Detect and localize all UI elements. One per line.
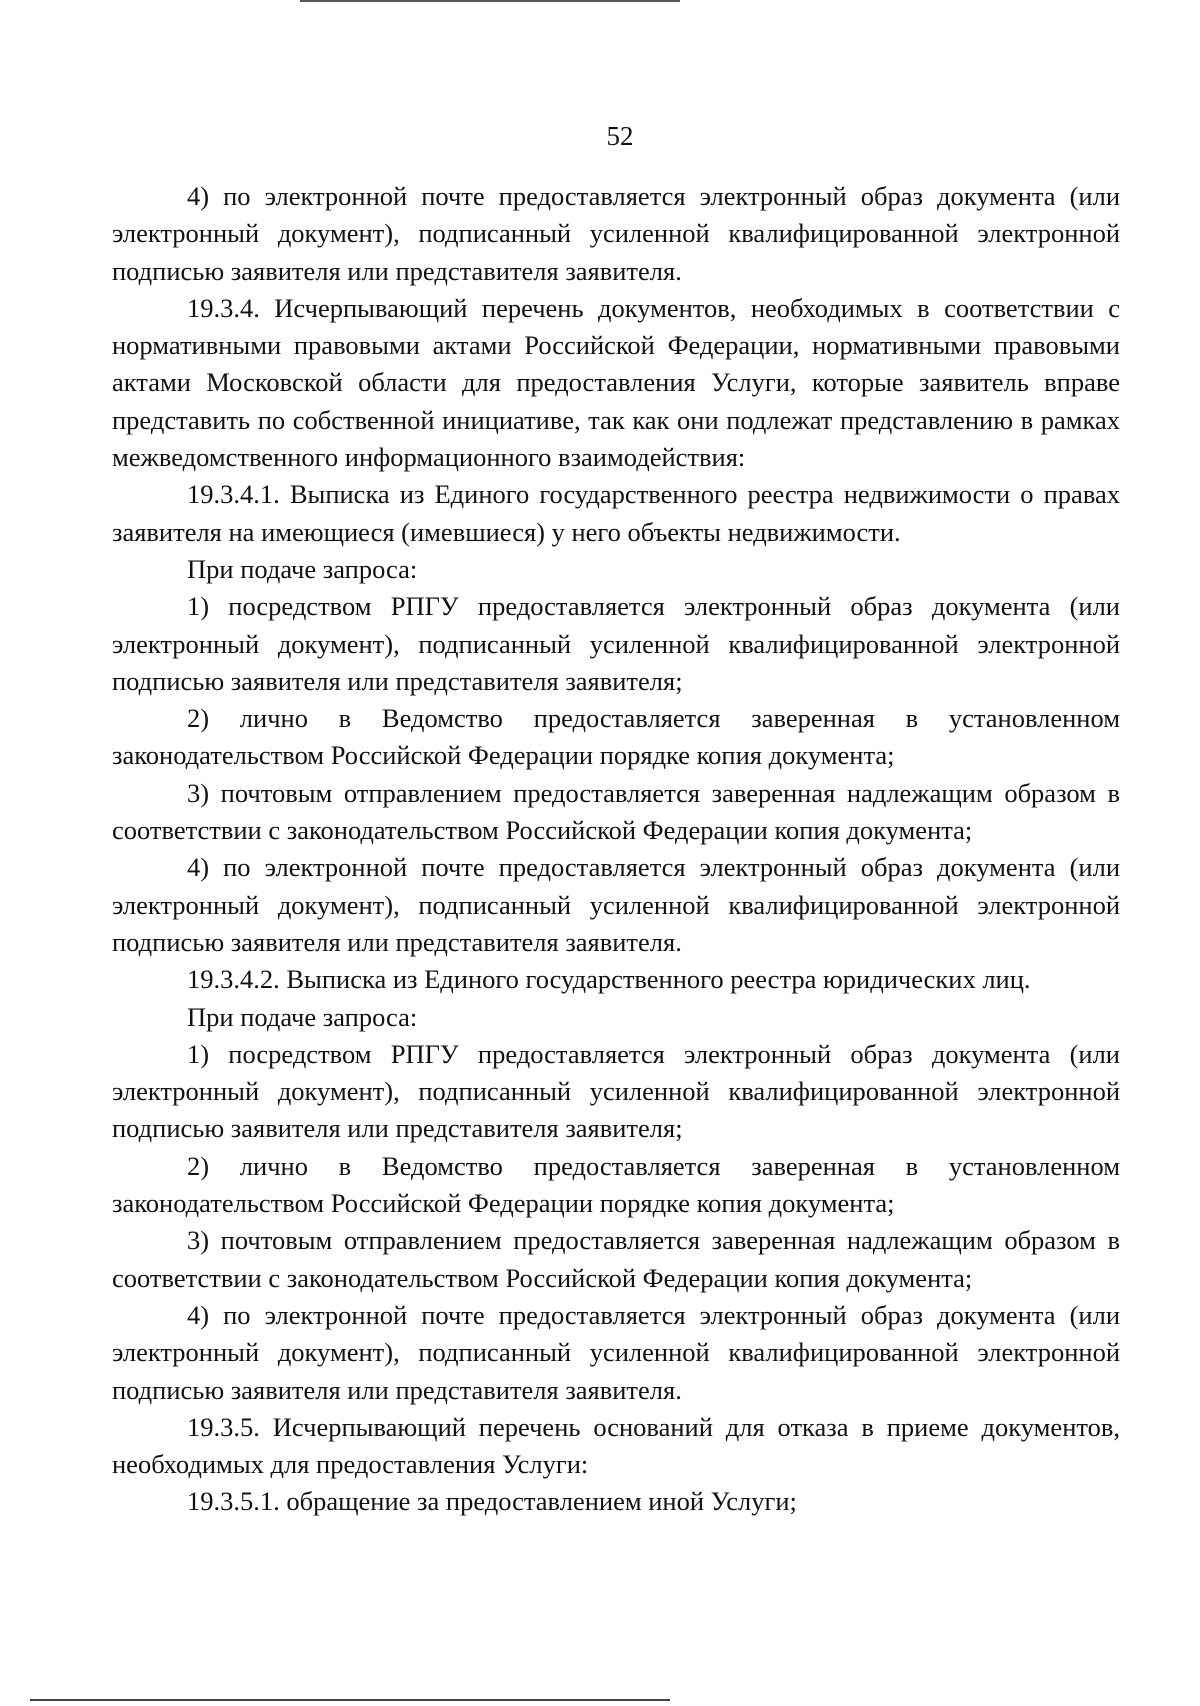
paragraph: 2) лично в Ведомство предоставляется заверенная в установленном законодательством Российской Федерации порядке копия документа;: [112, 1150, 1120, 1219]
paragraph: 2) лично в Ведомство предоставляется заверенная в установленном законодательством Российской Федерации порядке копия документа;: [112, 703, 1120, 771]
paragraph: 19.3.4. Исчерпывающий перечень документов, необходимых в соответствии с нормативными правовыми актами Российской Федерации, нормативными правовыми актами Московской области для предоставления Услуги, которые заявитель вправе представить по собственной инициативе, так как они подлежат представлению в рамках межведомственного информационного взаимодействия:: [112, 292, 1120, 473]
paragraph: 4) по электронной почте предоставляется электронный образ документа (или электронный документ), подписанный усиленной квалифицированной электронной подписью заявителя или представителя заявителя.: [112, 1299, 1120, 1405]
paragraph: 1) посредством РПГУ предоставляется электронный образ документа (или электронный документ), подписанный усиленной квалифицированной электронной подписью заявителя или представителя заявителя;: [112, 1038, 1120, 1144]
scan-edge-line-bottom: [30, 1699, 670, 1701]
paragraph: 3) почтовым отправлением предоставляется заверенная надлежащим образом в соответствии с законодательством Российской Федерации копия документа;: [112, 777, 1120, 846]
scan-edge-line-top: [300, 0, 680, 2]
paragraph: 3) почтовым отправлением предоставляется заверенная надлежащим образом в соответствии с законодательством Российской Федерации копия документа;: [112, 1225, 1120, 1293]
paragraph: 1) посредством РПГУ предоставляется электронный образ документа (или электронный документ), подписанный усиленной квалифицированной электронной подписью заявителя или представителя заявителя;: [112, 591, 1120, 696]
paragraph: 19.3.5. Исчерпывающий перечень оснований для отказа в приеме документов, необходимых для предоставления Услуги:: [112, 1411, 1120, 1480]
paragraph: 4) по электронной почте предоставляется электронный образ документа (или электронный документ), подписанный усиленной квалифицированной электронной подписью заявителя или представителя заявителя.: [112, 852, 1120, 957]
page-number: 52: [606, 121, 634, 151]
paragraph: 4) по электронной почте предоставляется электронный образ документа (или электронный документ), подписанный усиленной квалифицированной электронной подписью заявителя или представителя заявителя.: [112, 181, 1120, 286]
paragraph: При подаче запроса:: [187, 1001, 418, 1032]
paragraph: 19.3.4.2. Выписка из Единого государственного реестра юридических лиц.: [187, 964, 1031, 995]
document-body: [112, 178, 1120, 1521]
paragraph: 19.3.4.1. Выписка из Единого государственного реестра недвижимости о правах заявителя на имеющиеся (имевшиеся) у него объекты недвижимости.: [112, 479, 1120, 547]
paragraph: При подаче запроса:: [187, 553, 418, 584]
paragraph: 19.3.5.1. обращение за предоставлением иной Услуги;: [187, 1486, 797, 1517]
